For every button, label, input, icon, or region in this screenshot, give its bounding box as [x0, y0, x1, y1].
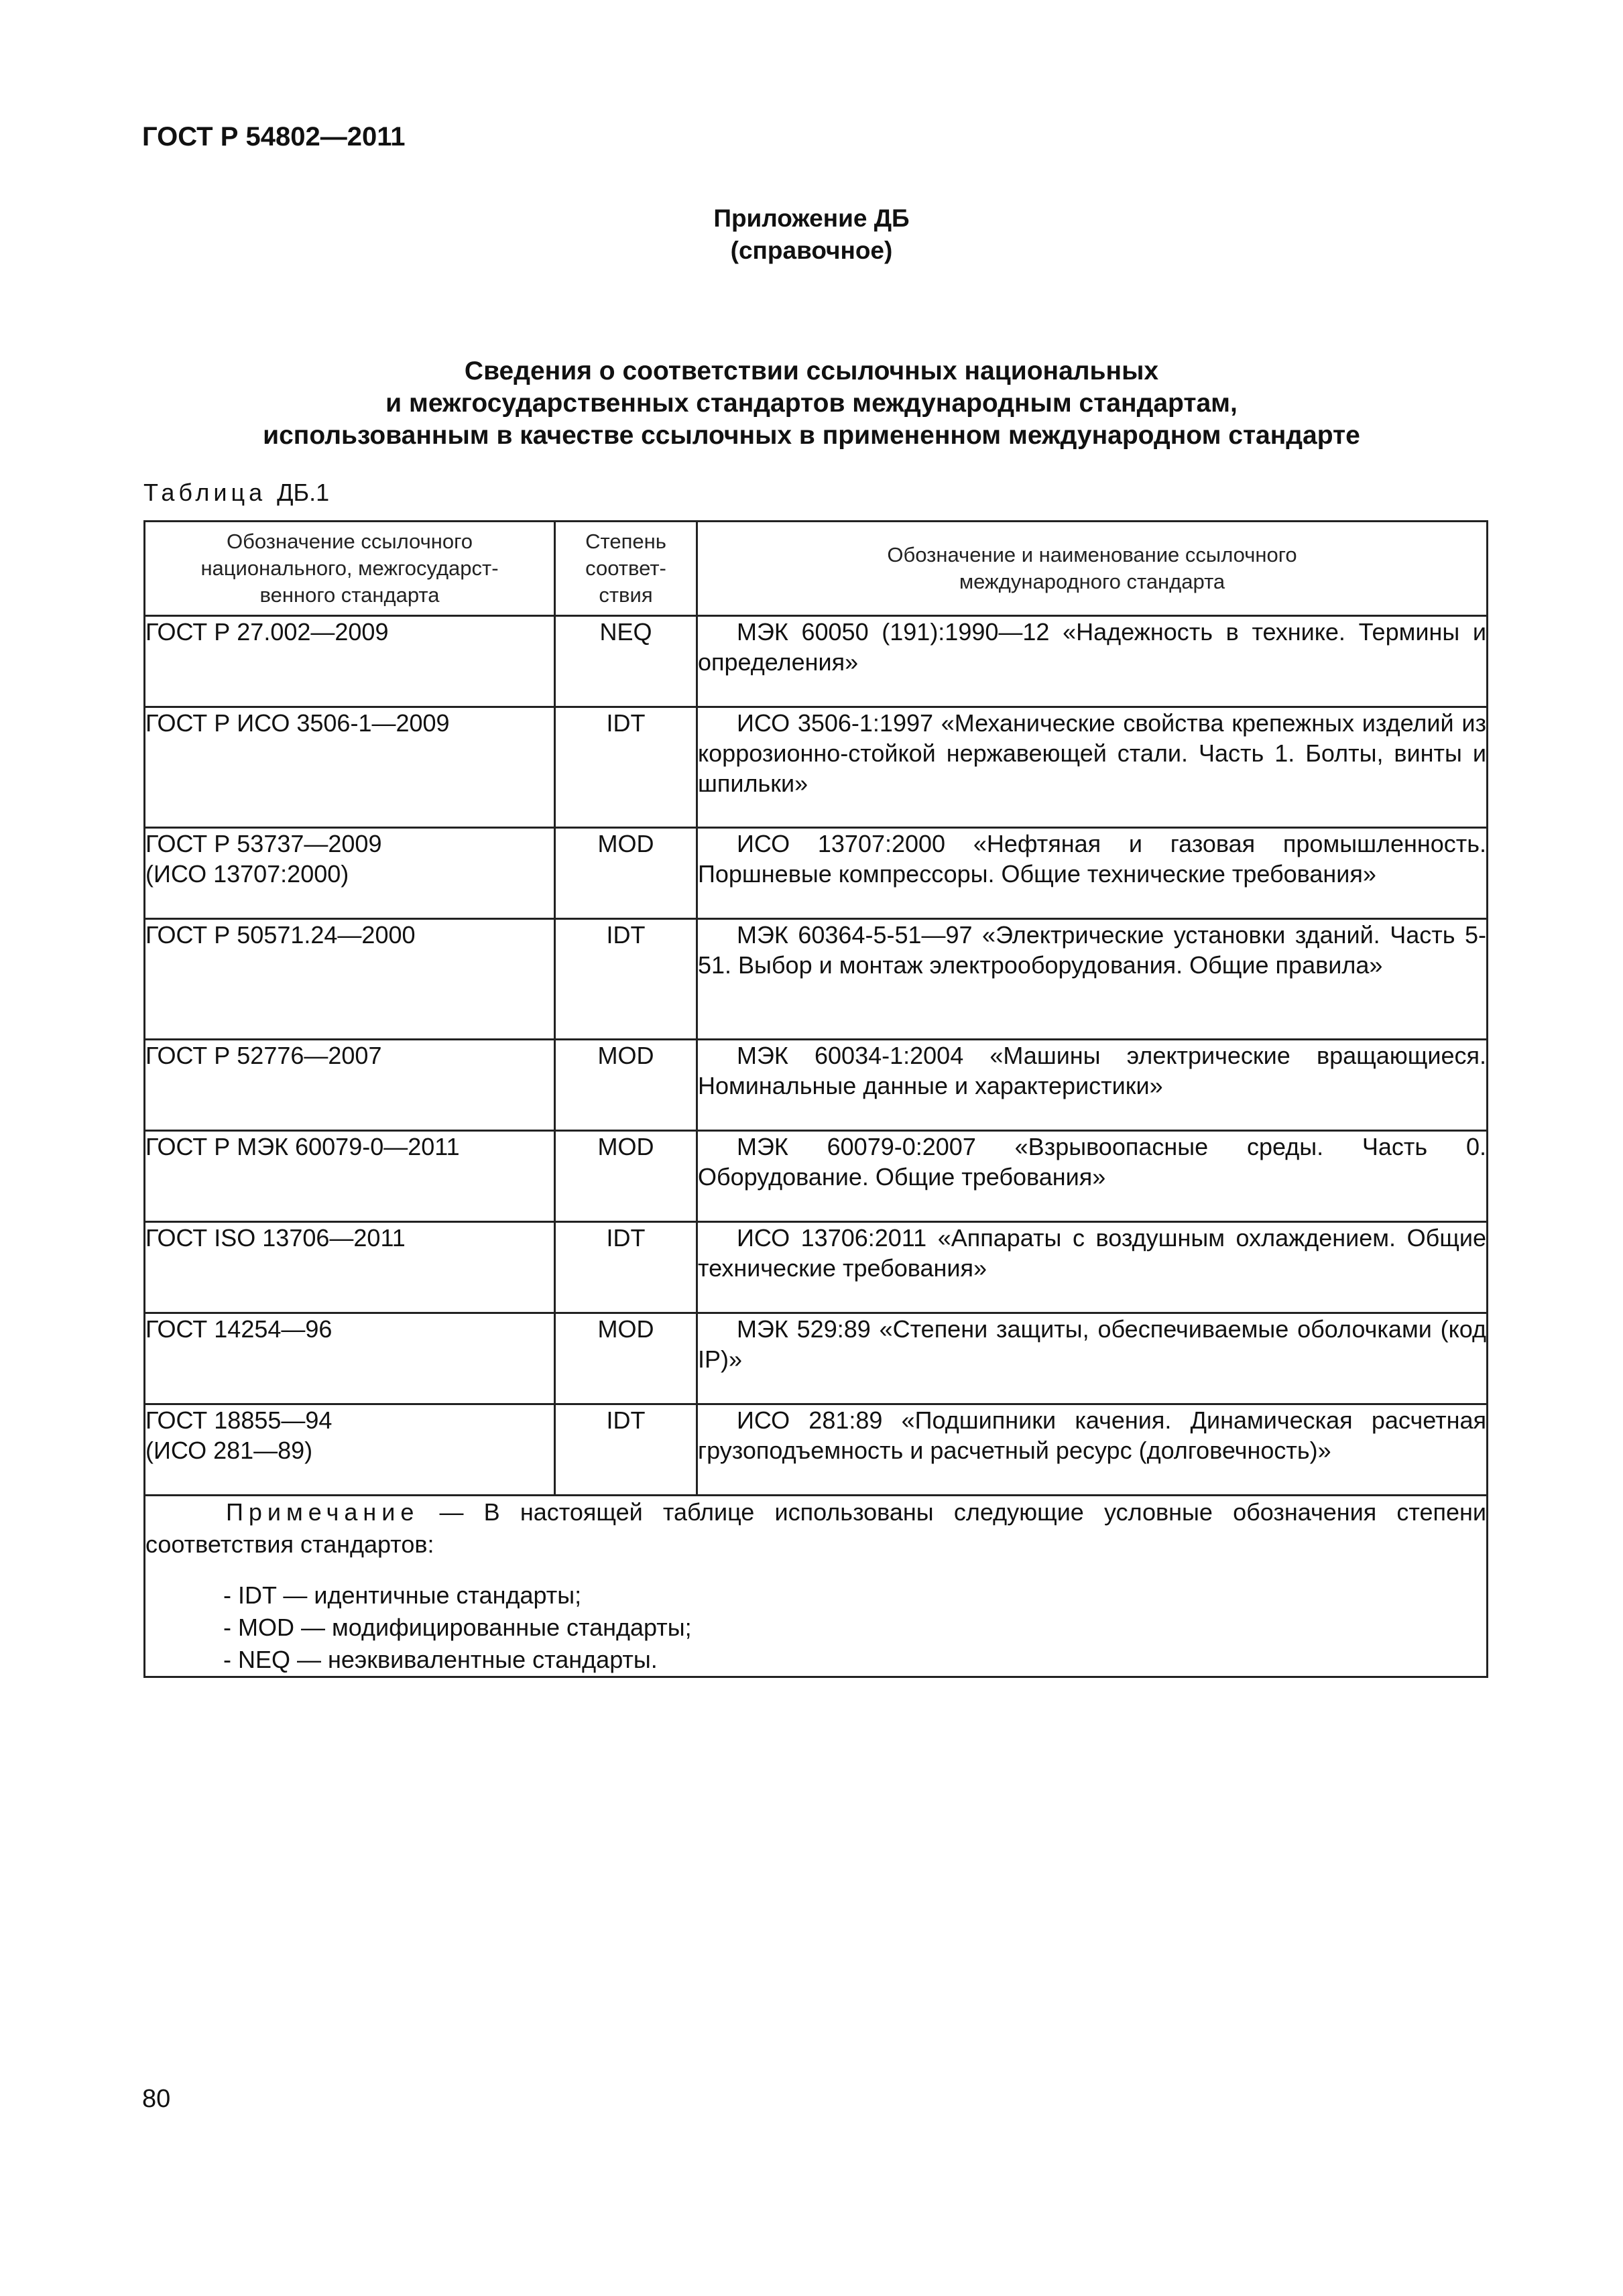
note-item: - MOD — модифицированные стандарты;: [223, 1614, 692, 1641]
appendix-title: Приложение ДБ: [713, 204, 910, 232]
ref-standard-cell: [145, 707, 555, 828]
ref-standard-line: ГОСТ Р 27.002—2009: [145, 618, 389, 646]
ref-standard-line: ГОСТ 14254—96: [145, 1315, 333, 1343]
intl-standard-cell: [697, 707, 1488, 828]
header-ref-standard: Обозначение ссылочного национального, межгосударст- венного стандарта: [145, 522, 555, 616]
intl-standard-cell: [697, 1404, 1488, 1496]
note-item: - NEQ — неэквивалентные стандарты.: [223, 1646, 658, 1673]
table-row: [145, 616, 1488, 707]
intl-standard-cell: [697, 1222, 1488, 1313]
table-note-row: [145, 1496, 1488, 1677]
degree-cell: MOD: [555, 1131, 697, 1222]
appendix-subtitle: (справочное): [730, 237, 893, 264]
note-item: - IDT — идентичные стандарты;: [223, 1581, 582, 1609]
intl-standard-cell: [697, 919, 1488, 1040]
table-row: [145, 1222, 1488, 1313]
intl-standard-text: МЭК 60364-5-51—97 «Электрические установки зданий. Часть 5-51. Выбор и монтаж электрооборудования. Общие правила»: [698, 921, 1486, 979]
ref-standard-line: ГОСТ Р 52776—2007: [145, 1042, 382, 1069]
intl-standard-text: ИСО 13707:2000 «Нефтяная и газовая промышленность. Поршневые компрессоры. Общие технические требования»: [698, 830, 1486, 888]
standards-correspondence-table: [143, 520, 1488, 1678]
intl-standard-text: МЭК 60050 (191):1990—12 «Надежность в технике. Термины и определения»: [698, 618, 1486, 676]
table-row: [145, 919, 1488, 1040]
intl-standard-text: ИСО 13706:2011 «Аппараты с воздушным охлаждением. Общие технические требования»: [698, 1224, 1486, 1282]
ref-standard-cell: [145, 1222, 555, 1313]
degree-cell: MOD: [555, 1313, 697, 1404]
table-row: [145, 828, 1488, 919]
table-row: [145, 1404, 1488, 1496]
intl-standard-cell: [697, 1313, 1488, 1404]
note-text: — В настоящей таблице использованы следующие условные обозначения степени соответствия стандартов:: [145, 1498, 1486, 1558]
section-title-line: и межгосударственных стандартов международным стандартам,: [385, 389, 1238, 418]
degree-cell: IDT: [555, 919, 697, 1040]
ref-standard-line: ГОСТ ISO 13706—2011: [145, 1224, 406, 1252]
ref-standard-cell: [145, 1404, 555, 1496]
table-caption: [143, 479, 329, 507]
table-header-row: [145, 522, 1488, 616]
note-list: [145, 1579, 1486, 1676]
table-row: [145, 1313, 1488, 1404]
table-row: [145, 1040, 1488, 1131]
ref-standard-line: ГОСТ 18855—94: [145, 1406, 333, 1434]
header-intl-standard: Обозначение и наименование ссылочного международного стандарта: [697, 522, 1488, 616]
intl-standard-text: МЭК 529:89 «Степени защиты, обеспечиваемые оболочками (код IP)»: [698, 1315, 1486, 1373]
intl-standard-text: МЭК 60079-0:2007 «Взрывоопасные среды. Часть 0. Оборудование. Общие требования»: [698, 1133, 1486, 1191]
table-caption-word: Таблица: [143, 479, 267, 506]
page-number: 80: [142, 2085, 171, 2113]
ref-standard-cell: [145, 1131, 555, 1222]
ref-standard-cell: [145, 1313, 555, 1404]
intl-standard-text: ИСО 3506-1:1997 «Механические свойства крепежных изделий из коррозионно-стойкой нержавеющей стали. Часть 1. Болты, винты и шпильки»: [698, 709, 1486, 797]
ref-standard-line: (ИСО 13707:2000): [145, 860, 349, 888]
ref-standard-line: ГОСТ Р 53737—2009: [145, 830, 382, 857]
ref-standard-line: ГОСТ Р МЭК 60079-0—2011: [145, 1133, 460, 1160]
ref-standard-line: (ИСО 281—89): [145, 1437, 313, 1464]
degree-cell: NEQ: [555, 616, 697, 707]
note-label: Примечание: [226, 1498, 420, 1526]
ref-standard-cell: [145, 828, 555, 919]
ref-standard-cell: [145, 919, 555, 1040]
degree-cell: MOD: [555, 828, 697, 919]
section-title: [0, 355, 1623, 452]
table-row: [145, 707, 1488, 828]
header-degree: Степень соответ- ствия: [555, 522, 697, 616]
intl-standard-text: МЭК 60034-1:2004 «Машины электрические вращающиеся. Номинальные данные и характеристики»: [698, 1042, 1486, 1099]
table-caption-number: ДБ.1: [277, 479, 330, 506]
degree-cell: MOD: [555, 1040, 697, 1131]
degree-cell: IDT: [555, 1222, 697, 1313]
section-title-line: использованным в качестве ссылочных в примененном международном стандарте: [263, 421, 1360, 450]
table-body: [145, 616, 1488, 1496]
document-header-code: ГОСТ Р 54802—2011: [142, 122, 406, 152]
section-title-line: Сведения о соответствии ссылочных национальных: [464, 357, 1159, 385]
intl-standard-cell: [697, 1040, 1488, 1131]
degree-cell: IDT: [555, 1404, 697, 1496]
ref-standard-line: ГОСТ Р ИСО 3506-1—2009: [145, 709, 450, 737]
ref-standard-line: ГОСТ Р 50571.24—2000: [145, 921, 416, 949]
intl-standard-cell: [697, 616, 1488, 707]
ref-standard-cell: [145, 1040, 555, 1131]
ref-standard-cell: [145, 616, 555, 707]
table-row: [145, 1131, 1488, 1222]
intl-standard-cell: [697, 828, 1488, 919]
intl-standard-cell: [697, 1131, 1488, 1222]
intl-standard-text: ИСО 281:89 «Подшипники качения. Динамическая расчетная грузоподъемность и расчетный ресурс (долговечность)»: [698, 1406, 1486, 1464]
appendix-heading: [0, 202, 1623, 267]
degree-cell: IDT: [555, 707, 697, 828]
table-note: [145, 1496, 1488, 1677]
